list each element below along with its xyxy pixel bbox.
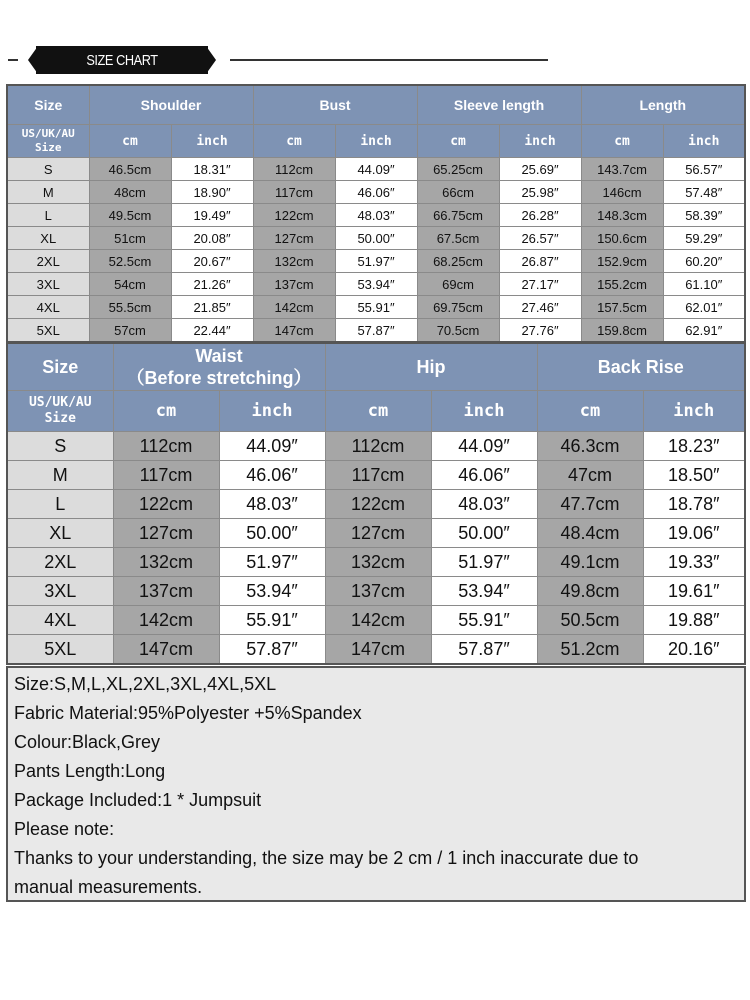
- unit-header: inch: [499, 125, 581, 158]
- measurement-cell: 18.31″: [171, 158, 253, 181]
- table-row: [7, 319, 745, 343]
- measurement-cell: 49.5cm: [89, 204, 171, 227]
- measurement-cell: 142cm: [113, 606, 219, 635]
- hip-header: Hip: [325, 343, 537, 391]
- measurement-cell: 51cm: [89, 227, 171, 250]
- unit-header: cm: [537, 391, 643, 432]
- size-label-cell: XL: [7, 519, 113, 548]
- measurement-cell: 65.25cm: [417, 158, 499, 181]
- measurement-cell: 69cm: [417, 273, 499, 296]
- banner-right-tip: [206, 46, 216, 74]
- info-line: Pants Length:Long: [14, 761, 166, 781]
- size-label-cell: 3XL: [7, 577, 113, 606]
- measurement-cell: 27.46″: [499, 296, 581, 319]
- measurement-cell: 21.26″: [171, 273, 253, 296]
- measurement-cell: 122cm: [325, 490, 431, 519]
- region-label: [7, 391, 113, 432]
- unit-header: inch: [171, 125, 253, 158]
- table-row: [7, 432, 745, 461]
- measurement-cell: 127cm: [113, 519, 219, 548]
- measurement-cell: 44.09″: [431, 432, 537, 461]
- table-row: [7, 519, 745, 548]
- measurement-cell: 47cm: [537, 461, 643, 490]
- size-label-cell: 4XL: [7, 606, 113, 635]
- region-label-line: Size: [35, 141, 62, 154]
- size-chart-banner: [28, 46, 216, 74]
- table-row: [7, 635, 745, 665]
- table-row: [7, 204, 745, 227]
- measurement-cell: 55.91″: [335, 296, 417, 319]
- measurement-cell: 18.23″: [643, 432, 745, 461]
- region-label-line: US/UK/AU: [28, 395, 92, 410]
- info-line: Package Included:1 * Jumpsuit: [14, 790, 262, 810]
- info-line: Thanks to your understanding, the size may be 2 cm / 1 inch inaccurate due to: [14, 848, 639, 868]
- measurement-cell: 55.91″: [219, 606, 325, 635]
- measurement-cell: 52.5cm: [89, 250, 171, 273]
- table-row: [7, 490, 745, 519]
- measurement-cell: 69.75cm: [417, 296, 499, 319]
- back-rise-header: Back Rise: [537, 343, 745, 391]
- measurement-cell: 18.78″: [643, 490, 745, 519]
- measurement-cell: 61.10″: [663, 273, 745, 296]
- measurement-cell: 57.48″: [663, 181, 745, 204]
- measurement-cell: 18.90″: [171, 181, 253, 204]
- measurement-cell: 26.87″: [499, 250, 581, 273]
- group-header: Shoulder: [89, 85, 253, 125]
- measurement-cell: 62.91″: [663, 319, 745, 343]
- measurement-cell: 48.4cm: [537, 519, 643, 548]
- size-header: Size: [7, 85, 89, 125]
- unit-header: cm: [325, 391, 431, 432]
- measurement-cell: 157.5cm: [581, 296, 663, 319]
- measurement-cell: 68.25cm: [417, 250, 499, 273]
- measurement-cell: 57.87″: [335, 319, 417, 343]
- measurement-cell: 57.87″: [219, 635, 325, 665]
- info-line: Fabric Material:95%Polyester +5%Spandex: [14, 703, 362, 723]
- measurement-cell: 147cm: [113, 635, 219, 665]
- measurement-cell: 122cm: [113, 490, 219, 519]
- waist-header-line: Waist: [195, 346, 243, 366]
- measurement-cell: 122cm: [253, 204, 335, 227]
- region-label: [7, 125, 89, 158]
- measurement-cell: 112cm: [113, 432, 219, 461]
- measurement-cell: 49.1cm: [537, 548, 643, 577]
- measurement-cell: 19.06″: [643, 519, 745, 548]
- measurement-cell: 50.00″: [335, 227, 417, 250]
- region-label-line: US/UK/AU: [21, 127, 75, 140]
- measurement-cell: 142cm: [325, 606, 431, 635]
- measurement-cell: 58.39″: [663, 204, 745, 227]
- table-row: [7, 158, 745, 181]
- measurement-cell: 49.8cm: [537, 577, 643, 606]
- measurement-cell: 19.49″: [171, 204, 253, 227]
- measurement-cell: 70.5cm: [417, 319, 499, 343]
- measurement-cell: 66cm: [417, 181, 499, 204]
- measurement-cell: 20.16″: [643, 635, 745, 665]
- product-info-panel: [6, 666, 746, 902]
- measurement-cell: 19.88″: [643, 606, 745, 635]
- measurement-cell: 51.97″: [335, 250, 417, 273]
- size-table-lower: [6, 342, 746, 665]
- measurement-cell: 148.3cm: [581, 204, 663, 227]
- measurement-cell: 137cm: [325, 577, 431, 606]
- size-label-cell: 2XL: [7, 548, 113, 577]
- size-table-upper: [6, 84, 746, 343]
- measurement-cell: 55.5cm: [89, 296, 171, 319]
- measurement-cell: 55.91″: [431, 606, 537, 635]
- measurement-cell: 66.75cm: [417, 204, 499, 227]
- measurement-cell: 20.08″: [171, 227, 253, 250]
- measurement-cell: 152.9cm: [581, 250, 663, 273]
- size-label-cell: M: [7, 461, 113, 490]
- measurement-cell: 53.94″: [219, 577, 325, 606]
- measurement-cell: 142cm: [253, 296, 335, 319]
- measurement-cell: 51.2cm: [537, 635, 643, 665]
- measurement-cell: 46.06″: [431, 461, 537, 490]
- measurement-cell: 19.33″: [643, 548, 745, 577]
- measurement-cell: 117cm: [253, 181, 335, 204]
- measurement-cell: 51.97″: [431, 548, 537, 577]
- unit-header: inch: [663, 125, 745, 158]
- info-line: Colour:Black,Grey: [14, 732, 161, 752]
- measurement-cell: 46.3cm: [537, 432, 643, 461]
- group-header: Bust: [253, 85, 417, 125]
- measurement-cell: 112cm: [325, 432, 431, 461]
- measurement-cell: 147cm: [325, 635, 431, 665]
- table-row: [7, 181, 745, 204]
- measurement-cell: 50.5cm: [537, 606, 643, 635]
- measurement-cell: 46.06″: [335, 181, 417, 204]
- table-row: [7, 548, 745, 577]
- measurement-cell: 51.97″: [219, 548, 325, 577]
- measurement-cell: 132cm: [325, 548, 431, 577]
- measurement-cell: 26.57″: [499, 227, 581, 250]
- table-row: [7, 250, 745, 273]
- measurement-cell: 117cm: [113, 461, 219, 490]
- measurement-cell: 46.06″: [219, 461, 325, 490]
- size-header: Size: [7, 343, 113, 391]
- measurement-cell: 44.09″: [335, 158, 417, 181]
- header-dash: [8, 59, 18, 61]
- measurement-cell: 60.20″: [663, 250, 745, 273]
- measurement-cell: 18.50″: [643, 461, 745, 490]
- measurement-cell: 137cm: [113, 577, 219, 606]
- region-label-line: Size: [44, 411, 76, 426]
- size-label-cell: 3XL: [7, 273, 89, 296]
- size-label-cell: 5XL: [7, 635, 113, 665]
- info-line: manual measurements.: [14, 877, 203, 897]
- measurement-cell: 127cm: [253, 227, 335, 250]
- table-row: [7, 273, 745, 296]
- table-row: [7, 296, 745, 319]
- measurement-cell: 147cm: [253, 319, 335, 343]
- measurement-cell: 155.2cm: [581, 273, 663, 296]
- measurement-cell: 146cm: [581, 181, 663, 204]
- header-rule: [230, 59, 548, 61]
- size-label-cell: 2XL: [7, 250, 89, 273]
- size-label-cell: S: [7, 158, 89, 181]
- measurement-cell: 50.00″: [431, 519, 537, 548]
- size-chart-title: SIZE CHART: [86, 52, 158, 69]
- size-chart-header: [0, 44, 750, 76]
- measurement-cell: 20.67″: [171, 250, 253, 273]
- unit-header: cm: [253, 125, 335, 158]
- info-line: Size:S,M,L,XL,2XL,3XL,4XL,5XL: [14, 674, 277, 694]
- measurement-cell: 127cm: [325, 519, 431, 548]
- unit-header: inch: [219, 391, 325, 432]
- measurement-cell: 56.57″: [663, 158, 745, 181]
- size-label-cell: M: [7, 181, 89, 204]
- measurement-cell: 48.03″: [219, 490, 325, 519]
- measurement-cell: 54cm: [89, 273, 171, 296]
- measurement-cell: 57.87″: [431, 635, 537, 665]
- unit-header: inch: [643, 391, 745, 432]
- measurement-cell: 137cm: [253, 273, 335, 296]
- unit-header: cm: [89, 125, 171, 158]
- measurement-cell: 25.69″: [499, 158, 581, 181]
- measurement-cell: 50.00″: [219, 519, 325, 548]
- size-label-cell: XL: [7, 227, 89, 250]
- table-row: [7, 227, 745, 250]
- measurement-cell: 46.5cm: [89, 158, 171, 181]
- info-line: Please note:: [14, 819, 115, 839]
- measurement-cell: 27.76″: [499, 319, 581, 343]
- measurement-cell: 21.85″: [171, 296, 253, 319]
- measurement-cell: 112cm: [253, 158, 335, 181]
- measurement-cell: 19.61″: [643, 577, 745, 606]
- size-label-cell: 4XL: [7, 296, 89, 319]
- group-header: Sleeve length: [417, 85, 581, 125]
- measurement-cell: 67.5cm: [417, 227, 499, 250]
- measurement-cell: 27.17″: [499, 273, 581, 296]
- table-row: [7, 577, 745, 606]
- measurement-cell: 59.29″: [663, 227, 745, 250]
- unit-header: cm: [417, 125, 499, 158]
- measurement-cell: 117cm: [325, 461, 431, 490]
- waist-header: [113, 343, 325, 391]
- measurement-cell: 26.28″: [499, 204, 581, 227]
- measurement-cell: 47.7cm: [537, 490, 643, 519]
- measurement-cell: 53.94″: [335, 273, 417, 296]
- measurement-cell: 62.01″: [663, 296, 745, 319]
- table-row: [7, 606, 745, 635]
- size-label-cell: L: [7, 204, 89, 227]
- table-row: [7, 461, 745, 490]
- unit-header: inch: [335, 125, 417, 158]
- measurement-cell: 48.03″: [431, 490, 537, 519]
- measurement-cell: 57cm: [89, 319, 171, 343]
- unit-header: cm: [113, 391, 219, 432]
- measurement-cell: 44.09″: [219, 432, 325, 461]
- unit-header: inch: [431, 391, 537, 432]
- size-label-cell: S: [7, 432, 113, 461]
- size-label-cell: L: [7, 490, 113, 519]
- measurement-cell: 132cm: [113, 548, 219, 577]
- measurement-cell: 143.7cm: [581, 158, 663, 181]
- measurement-cell: 25.98″: [499, 181, 581, 204]
- measurement-cell: 132cm: [253, 250, 335, 273]
- measurement-cell: 150.6cm: [581, 227, 663, 250]
- group-header: Length: [581, 85, 745, 125]
- size-label-cell: 5XL: [7, 319, 89, 343]
- measurement-cell: 159.8cm: [581, 319, 663, 343]
- unit-header: cm: [581, 125, 663, 158]
- waist-header-note: （Before stretching）: [126, 368, 312, 388]
- measurement-cell: 53.94″: [431, 577, 537, 606]
- measurement-cell: 48.03″: [335, 204, 417, 227]
- measurement-cell: 48cm: [89, 181, 171, 204]
- measurement-cell: 22.44″: [171, 319, 253, 343]
